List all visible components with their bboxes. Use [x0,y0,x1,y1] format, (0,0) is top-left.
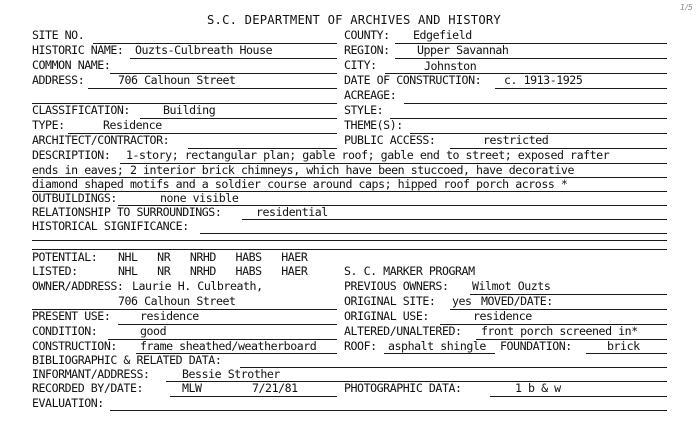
corner-mark: 1/5 [680,3,693,12]
altered-value: front porch screened in* [481,324,638,338]
historic-name-line [130,58,337,59]
construction-value: frame sheathed/weatherboard [140,339,317,353]
roof-label: ROOF: [344,339,377,353]
present-use-value: residence [140,309,199,323]
historic-name-label: HISTORIC NAME: [32,43,124,57]
historic-name-value: Ouzts-Culbreath House [135,43,273,57]
recorded-by-line [170,396,337,397]
foundation-value: brick [607,339,640,353]
evaluation-line [110,410,667,411]
present-use-label: PRESENT USE: [32,309,111,323]
previous-owners-value: Wilmot Ouzts [472,279,551,293]
listed-label: LISTED: [32,264,78,278]
owner-name-value: Laurie H. Culbreath, [132,279,263,293]
marker-program-label: S. C. MARKER PROGRAM [344,264,475,278]
original-use-value: residence [473,309,532,323]
date-of-construction-value: c. 1913-1925 [504,73,583,87]
description-line-3: diamond shaped motifs and a soldier course around caps; hipped roof porch across * [32,177,568,191]
date-of-construction-label: DATE OF CONSTRUCTION: [344,73,482,87]
foundation-label: FOUNDATION: [500,339,572,353]
date-of-construction-line [495,88,667,89]
site-no-label: SITE NO. [32,28,85,42]
county-label: COUNTY: [344,28,390,42]
photographic-line [490,396,667,397]
acreage-label: ACREAGE: [344,88,397,102]
address-value: 706 Calhoun Street [118,73,236,87]
description-rule-3 [32,191,667,192]
roof-value: asphalt shingle [388,339,486,353]
city-value: Johnston [424,59,477,73]
type-value: Residence [103,118,162,132]
potential-designations: NHL NR NRHD HABS HAER [118,250,308,264]
theme-label: THEME(S): [344,118,403,132]
historical-significance-label: HISTORICAL SIGNIFICANCE: [32,219,189,233]
city-label: CITY: [344,58,377,72]
region-label: REGION: [344,43,390,57]
informant-value: Bessie Strother [182,367,280,381]
style-label: STYLE: [344,103,384,117]
potential-label: POTENTIAL: [32,250,98,264]
foundation-line [586,353,667,354]
common-name-label: COMMON NAME: [32,58,111,72]
bibliographic-label: BIBLIOGRAPHIC & RELATED DATA: [32,353,222,367]
condition-value: good [140,324,167,338]
public-access-label: PUBLIC ACCESS: [344,133,436,147]
relationship-label: RELATIONSHIP TO SURROUNDINGS: [32,205,222,219]
classification-line [140,118,337,119]
style-line [390,118,667,119]
description-line-2: ends in eaves; 2 interior brick chimneys, which have been stuccoed, have decorative [32,163,574,177]
original-site-value: yes [452,294,472,308]
outbuildings-value: none visible [160,191,239,205]
acreage-line [404,103,667,104]
original-use-label: ORIGINAL USE: [344,309,429,323]
relationship-line [242,219,667,220]
architect-label: ARCHITECT/CONTRACTOR: [32,133,170,147]
listed-designations: NHL NR NRHD HABS HAER [118,264,308,278]
form-header: S.C. DEPARTMENT OF ARCHIVES AND HISTORY [207,13,501,27]
region-value: Upper Savannah [417,43,509,57]
owner-address-label: OWNER/ADDRESS: [32,279,124,293]
classification-label: CLASSIFICATION: [32,103,130,117]
original-site-label: ORIGINAL SITE: [344,294,436,308]
owner-street-value: 706 Calhoun Street [118,294,236,308]
historical-significance-line [200,233,667,234]
photographic-label: PHOTOGRAPHIC DATA: [344,381,462,395]
previous-owners-label: PREVIOUS OWNERS: [344,279,449,293]
roof-line [384,353,495,354]
address-line [88,88,337,89]
construction-label: CONSTRUCTION: [32,339,117,353]
altered-label: ALTERED/UNALTERED: [344,324,462,338]
historical-significance-line-2 [32,240,667,241]
outbuildings-label: OUTBUILDINGS: [32,191,117,205]
recorded-date-value: 7/21/81 [252,381,298,395]
relationship-value: residential [256,205,328,219]
county-value: Edgefield [413,28,472,42]
description-label: DESCRIPTION: [32,148,111,162]
recorded-by-label: RECORDED BY/DATE: [32,381,144,395]
bibliographic-line [240,367,667,368]
address-label: ADDRESS: [32,73,85,87]
evaluation-label: EVALUATION: [32,396,104,410]
classification-value: Building [163,103,216,117]
photographic-value: 1 b & w [515,381,561,395]
informant-label: INFORMANT/ADDRESS: [32,367,150,381]
public-access-value: restricted [483,133,549,147]
recorded-by-value: MLW [182,381,202,395]
type-label: TYPE: [32,118,65,132]
condition-label: CONDITION: [32,324,98,338]
moved-date-label: MOVED/DATE: [481,294,553,308]
description-line-1: 1-story; rectangular plan; gable roof; gable end to street; exposed rafter [126,148,610,162]
